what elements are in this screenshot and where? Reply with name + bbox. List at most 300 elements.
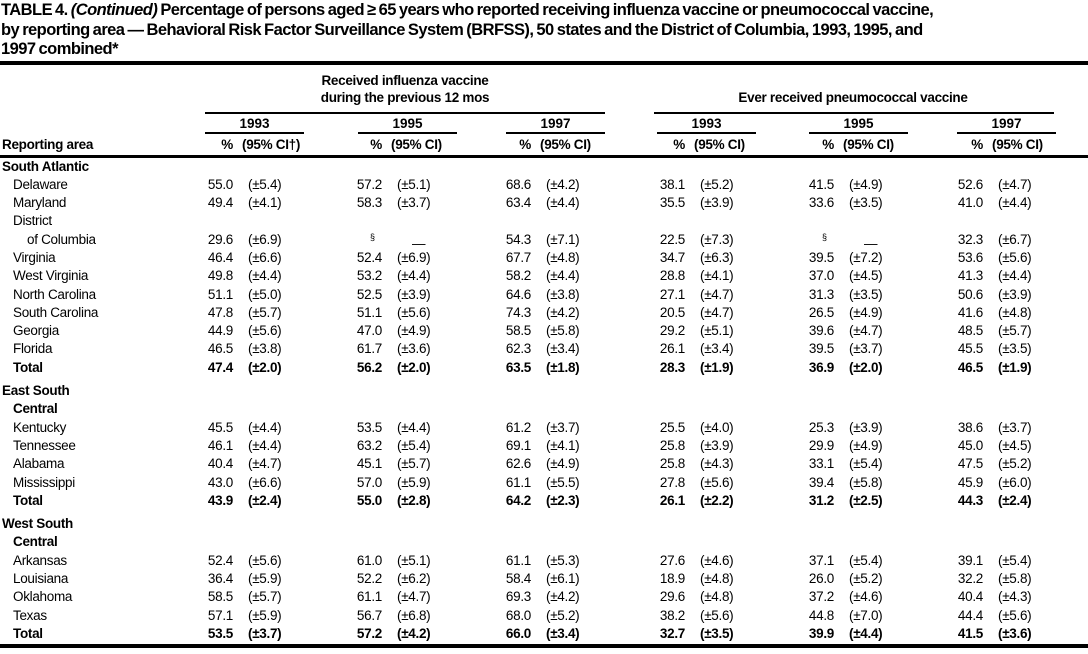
percent-value: 34.7 (659, 249, 685, 265)
data-cell-group (794, 360, 943, 375)
percent-value: 28.8 (659, 268, 685, 284)
percent-value: 55.0 (207, 176, 233, 192)
reporting-area-cell: Kentucky (13, 419, 67, 435)
percent-value: 41.5 (808, 176, 834, 192)
confidence-interval: (±4.1) (700, 268, 734, 284)
confidence-interval: (±5.9) (397, 474, 431, 490)
data-cell-group (193, 553, 342, 568)
percent-value: 38.2 (659, 607, 685, 623)
data-cell-group (491, 341, 640, 356)
data-cell-group (342, 456, 491, 471)
total-row (0, 626, 1088, 644)
table-number: TABLE 4. (1, 1, 68, 19)
data-cell-group (794, 456, 943, 471)
confidence-interval: (±5.8) (849, 474, 883, 490)
percent-value: 57.1 (207, 607, 233, 623)
percent-value: 62.6 (505, 456, 531, 472)
confidence-interval: (±4.9) (849, 304, 883, 320)
percent-value: 20.5 (659, 304, 685, 320)
data-cell-group (645, 456, 794, 471)
data-cell-group (645, 571, 794, 586)
data-cell-group (645, 420, 794, 435)
confidence-interval: (±4.8) (700, 589, 734, 605)
percent-value: 58.2 (505, 268, 531, 284)
percent-value: 54.3 (505, 231, 531, 247)
confidence-interval: (±6.6) (248, 249, 282, 265)
pneumococcal-group-header: Ever received pneumococcal vaccine (738, 89, 968, 105)
percent-value: 25.8 (659, 437, 685, 453)
data-cell-group (645, 232, 794, 247)
data-cell-group (193, 268, 342, 283)
data-cell-group (193, 456, 342, 471)
pct-column-header: % (673, 136, 685, 152)
confidence-interval: (±4.2) (546, 589, 580, 605)
data-cell-group (342, 287, 491, 302)
percent-value: 66.0 (505, 625, 531, 641)
confidence-interval: (±5.4) (998, 552, 1032, 568)
percent-value: 69.3 (505, 589, 531, 605)
section-header-row (0, 516, 1088, 534)
table-row (0, 195, 1088, 213)
reporting-area-cell: East South (2, 383, 70, 399)
data-cell-group (943, 589, 1088, 604)
percent-value: 55.0 (356, 492, 382, 508)
confidence-interval: (±2.2) (700, 492, 734, 508)
percent-value: 49.8 (207, 268, 233, 284)
data-cell-group (193, 626, 342, 641)
pct-column-header: % (370, 136, 382, 152)
reporting-area-cell: Virginia (13, 249, 56, 265)
pct-column-header: % (971, 136, 983, 152)
confidence-interval: (±5.2) (546, 607, 580, 623)
data-cell-group (943, 438, 1088, 453)
ci-column-header: (95% CI) (540, 136, 591, 152)
confidence-interval: (±4.7) (998, 176, 1032, 192)
table-row (0, 287, 1088, 305)
confidence-interval: (±2.0) (849, 359, 883, 375)
percent-value: 61.2 (505, 419, 531, 435)
confidence-interval: (±5.5) (546, 474, 580, 490)
confidence-interval: (±4.3) (700, 456, 734, 472)
percent-value: 58.5 (207, 589, 233, 605)
year-header-influenza-1995: 1995 (358, 116, 457, 134)
data-cell-group (491, 232, 640, 247)
data-cell-group (943, 323, 1088, 338)
data-cell-group (193, 177, 342, 192)
data-cell-group (342, 589, 491, 604)
confidence-interval: (±2.0) (248, 359, 282, 375)
confidence-interval: (±6.1) (546, 571, 580, 587)
data-cell-group (342, 493, 491, 508)
confidence-interval: (±5.7) (998, 323, 1032, 339)
ci-column-header: (95% CI) (694, 136, 745, 152)
data-cell-group (491, 268, 640, 283)
data-cell-group (794, 608, 943, 623)
confidence-interval: (±5.6) (998, 249, 1032, 265)
confidence-interval: (±4.4) (998, 195, 1032, 211)
confidence-interval: (±7.2) (849, 249, 883, 265)
column-labels-row (0, 137, 1088, 152)
confidence-interval: (±3.9) (849, 419, 883, 435)
percent-value: 53.2 (356, 268, 382, 284)
percent-value: 68.0 (505, 607, 531, 623)
data-cell-group (943, 341, 1088, 356)
table-row (0, 305, 1088, 323)
data-cell-group (491, 589, 640, 604)
percent-value: 47.4 (207, 359, 233, 375)
confidence-interval: (±4.7) (849, 323, 883, 339)
data-cell-group (342, 341, 491, 356)
percent-value: 51.1 (207, 286, 233, 302)
confidence-interval: (±5.2) (849, 571, 883, 587)
confidence-interval: — (412, 235, 426, 251)
reporting-area-cell: Total (13, 359, 43, 375)
percent-value: 52.5 (356, 286, 382, 302)
percent-value: 63.2 (356, 437, 382, 453)
influenza-group-rule (205, 112, 605, 114)
year-header-influenza-1993: 1993 (205, 116, 304, 134)
data-cell-group (193, 608, 342, 623)
confidence-interval: (±7.0) (849, 607, 883, 623)
reporting-area-cell: Oklahoma (13, 589, 73, 605)
confidence-interval: (±4.6) (700, 552, 734, 568)
data-cell-group (491, 250, 640, 265)
data-cell-group (645, 626, 794, 641)
confidence-interval: (±1.9) (998, 359, 1032, 375)
percent-value: 47.5 (957, 456, 983, 472)
confidence-interval: (±6.6) (248, 474, 282, 490)
data-cell-group (943, 571, 1088, 586)
percent-value: 33.1 (808, 456, 834, 472)
confidence-interval: (±5.8) (998, 571, 1032, 587)
confidence-interval: (±4.2) (546, 304, 580, 320)
table-row (0, 341, 1088, 359)
data-cell-group (943, 250, 1088, 265)
percent-value: 25.5 (659, 419, 685, 435)
reporting-area-cell: Alabama (13, 456, 65, 472)
percent-value: 67.7 (505, 249, 531, 265)
percent-value: 45.5 (207, 419, 233, 435)
confidence-interval: (±4.4) (546, 268, 580, 284)
year-rule (506, 132, 605, 134)
confidence-interval: (±4.5) (998, 437, 1032, 453)
data-cell-group (943, 195, 1088, 210)
percent-value: 27.8 (659, 474, 685, 490)
data-cell-group (491, 456, 640, 471)
data-cell-group (193, 360, 342, 375)
percent-value: 41.5 (957, 625, 983, 641)
confidence-interval: — (864, 235, 878, 251)
percent-value: 46.5 (957, 359, 983, 375)
data-cell-group (491, 360, 640, 375)
confidence-interval: (±5.0) (248, 286, 282, 302)
data-cell-group (645, 268, 794, 283)
data-cell-group (491, 553, 640, 568)
confidence-interval: (±3.5) (700, 625, 734, 641)
year-header-pneumococcal-1993: 1993 (657, 116, 756, 134)
pct-column-header: % (822, 136, 834, 152)
percent-value: 56.7 (356, 607, 382, 623)
percent-value: 68.6 (505, 176, 531, 192)
data-cell-group (342, 475, 491, 490)
data-cell-group (342, 608, 491, 623)
data-cell-group (645, 493, 794, 508)
reporting-area-cell: Central (13, 534, 58, 550)
percent-value: 36.4 (207, 571, 233, 587)
percent-value: 44.3 (957, 492, 983, 508)
percent-value: 47.0 (356, 323, 382, 339)
data-cell-group (491, 438, 640, 453)
percent-value: 58.5 (505, 323, 531, 339)
percent-value: 45.9 (957, 474, 983, 490)
data-cell-group (943, 360, 1088, 375)
percent-value: 25.3 (808, 419, 834, 435)
data-cell-group (491, 323, 640, 338)
confidence-interval: (±4.8) (546, 249, 580, 265)
influenza-group-header: Received influenza vaccine during the previous 12 mos (320, 72, 490, 105)
confidence-interval: (±4.7) (700, 304, 734, 320)
percent-value: 39.6 (808, 323, 834, 339)
year-rule (809, 132, 908, 134)
data-cell-group (491, 420, 640, 435)
total-row (0, 360, 1088, 378)
confidence-interval: (±3.4) (700, 341, 734, 357)
percent-value: 46.1 (207, 437, 233, 453)
percent-value: 29.6 (207, 231, 233, 247)
confidence-interval: (±4.4) (397, 419, 431, 435)
confidence-interval: (±4.9) (849, 176, 883, 192)
data-cell-group (193, 250, 342, 265)
confidence-interval: (±4.2) (397, 625, 431, 641)
confidence-interval: (±5.2) (998, 456, 1032, 472)
confidence-interval: (±4.0) (700, 419, 734, 435)
confidence-interval: (±5.4) (248, 176, 282, 192)
data-cell-group (645, 305, 794, 320)
percent-value: 32.2 (957, 571, 983, 587)
table-header (0, 65, 1088, 158)
confidence-interval: (±7.3) (700, 231, 734, 247)
confidence-interval: (±5.8) (546, 323, 580, 339)
confidence-interval: (±4.7) (700, 286, 734, 302)
percent-value: 25.8 (659, 456, 685, 472)
percent-value: 36.9 (808, 359, 834, 375)
data-cell-group (193, 323, 342, 338)
percent-value: 37.0 (808, 268, 834, 284)
confidence-interval: (±5.6) (700, 474, 734, 490)
confidence-interval: (±3.5) (849, 195, 883, 211)
table-body (0, 158, 1088, 649)
reporting-area-cell: Arkansas (13, 552, 67, 568)
data-cell-group (794, 438, 943, 453)
percent-value: § (821, 231, 827, 242)
reporting-area-cell: Maryland (13, 195, 67, 211)
data-cell-group (794, 589, 943, 604)
confidence-interval: (±6.2) (397, 571, 431, 587)
percent-value: 50.6 (957, 286, 983, 302)
pct-column-header: % (221, 136, 233, 152)
data-cell-group (645, 250, 794, 265)
confidence-interval: (±5.1) (397, 552, 431, 568)
confidence-interval: (±3.9) (998, 286, 1032, 302)
confidence-interval: (±4.7) (248, 456, 282, 472)
data-cell-group (645, 341, 794, 356)
percent-value: 64.6 (505, 286, 531, 302)
confidence-interval: (±3.8) (546, 286, 580, 302)
percent-value: § (369, 231, 375, 242)
pct-column-header: % (519, 136, 531, 152)
year-rule (657, 132, 756, 134)
data-cell-group (943, 456, 1088, 471)
confidence-interval: (±4.5) (849, 268, 883, 284)
data-cell-group (794, 493, 943, 508)
confidence-interval: (±3.7) (998, 419, 1032, 435)
table-row (0, 589, 1088, 607)
percent-value: 39.9 (808, 625, 834, 641)
percent-value: 53.5 (207, 625, 233, 641)
percent-value: 44.4 (957, 607, 983, 623)
data-cell-group (794, 341, 943, 356)
percent-value: 28.3 (659, 359, 685, 375)
percent-value: 29.6 (659, 589, 685, 605)
confidence-interval: (±4.4) (998, 268, 1032, 284)
confidence-interval: (±3.5) (849, 286, 883, 302)
data-cell-group (491, 571, 640, 586)
data-cell-group (943, 305, 1088, 320)
confidence-interval: (±1.9) (700, 359, 734, 375)
data-cell-group (491, 475, 640, 490)
data-cell-group (342, 305, 491, 320)
data-cell-group (193, 341, 342, 356)
confidence-interval: (±5.4) (849, 552, 883, 568)
data-cell-group (794, 268, 943, 283)
reporting-area-cell: Georgia (13, 323, 59, 339)
table-row (0, 213, 1088, 231)
confidence-interval: (±3.6) (397, 341, 431, 357)
confidence-interval: (±4.6) (849, 589, 883, 605)
data-cell-group (943, 493, 1088, 508)
percent-value: 61.1 (505, 474, 531, 490)
confidence-interval: (±4.9) (849, 437, 883, 453)
confidence-interval: (±5.9) (248, 607, 282, 623)
percent-value: 52.2 (356, 571, 382, 587)
data-cell-group (794, 305, 943, 320)
confidence-interval: (±5.7) (248, 589, 282, 605)
data-cell-group (645, 438, 794, 453)
reporting-area-cell: Central (13, 401, 58, 417)
confidence-interval: (±3.4) (546, 341, 580, 357)
ci-column-header: (95% CI) (992, 136, 1043, 152)
percent-value: 69.1 (505, 437, 531, 453)
data-cell-group (193, 232, 342, 247)
confidence-interval: (±5.6) (998, 607, 1032, 623)
data-cell-group (943, 626, 1088, 641)
confidence-interval: (±4.4) (248, 419, 282, 435)
data-cell-group (342, 420, 491, 435)
data-cell-group (794, 177, 943, 192)
table-row (0, 608, 1088, 626)
percent-value: 32.7 (659, 625, 685, 641)
reporting-area-cell: Delaware (13, 176, 68, 192)
percent-value: 52.4 (207, 552, 233, 568)
percent-value: 43.9 (207, 492, 233, 508)
data-cell-group (342, 177, 491, 192)
percent-value: 44.8 (808, 607, 834, 623)
confidence-interval: (±5.1) (700, 323, 734, 339)
reporting-area-cell: Florida (13, 341, 53, 357)
data-cell-group (342, 231, 491, 251)
confidence-interval: (±5.6) (248, 323, 282, 339)
data-cell-group (342, 360, 491, 375)
reporting-area-column-header: Reporting area (2, 136, 94, 152)
percent-value: 57.2 (356, 176, 382, 192)
data-cell-group (645, 287, 794, 302)
section-header-row (0, 159, 1088, 177)
data-cell-group (491, 287, 640, 302)
data-cell-group (193, 305, 342, 320)
percent-value: 43.0 (207, 474, 233, 490)
confidence-interval: (±5.2) (700, 176, 734, 192)
percent-value: 39.5 (808, 341, 834, 357)
percent-value: 35.5 (659, 195, 685, 211)
ci-column-header: (95% CI) (843, 136, 894, 152)
data-cell-group (943, 232, 1088, 247)
percent-value: 57.0 (356, 474, 382, 490)
confidence-interval: (±3.7) (546, 419, 580, 435)
percent-value: 74.3 (505, 304, 531, 320)
confidence-interval: (±4.4) (397, 268, 431, 284)
data-cell-group (342, 553, 491, 568)
year-header-pneumococcal-1995: 1995 (809, 116, 908, 134)
percent-value: 58.3 (356, 195, 382, 211)
table-row (0, 250, 1088, 268)
percent-value: 53.5 (356, 419, 382, 435)
confidence-interval: (±6.3) (700, 249, 734, 265)
data-cell-group (943, 268, 1088, 283)
percent-value: 46.5 (207, 341, 233, 357)
percent-value: 40.4 (207, 456, 233, 472)
reporting-area-cell: Texas (13, 607, 47, 623)
data-cell-group (342, 323, 491, 338)
section-header-row (0, 401, 1088, 419)
data-cell-group (193, 420, 342, 435)
data-cell-group (645, 553, 794, 568)
percent-value: 61.1 (356, 589, 382, 605)
data-cell-group (491, 195, 640, 210)
confidence-interval: (±4.9) (546, 456, 580, 472)
data-cell-group (491, 177, 640, 192)
percent-value: 26.5 (808, 304, 834, 320)
data-cell-group (342, 195, 491, 210)
data-cell-group (645, 475, 794, 490)
confidence-interval: (±5.6) (700, 607, 734, 623)
data-cell-group (342, 571, 491, 586)
ci-column-header: (95% CI†) (242, 136, 301, 152)
confidence-interval: (±4.9) (397, 323, 431, 339)
confidence-interval: (±4.4) (546, 195, 580, 211)
percent-value: 31.2 (808, 492, 834, 508)
confidence-interval: (±5.7) (397, 456, 431, 472)
confidence-interval: (±3.6) (998, 625, 1032, 641)
confidence-interval: (±5.4) (397, 437, 431, 453)
percent-value: 41.0 (957, 195, 983, 211)
percent-value: 29.2 (659, 323, 685, 339)
percent-value: 53.6 (957, 249, 983, 265)
percent-value: 37.1 (808, 552, 834, 568)
data-cell-group (342, 626, 491, 641)
data-cell-group (794, 250, 943, 265)
data-cell-group (645, 360, 794, 375)
reporting-area-cell: Louisiana (13, 571, 69, 587)
